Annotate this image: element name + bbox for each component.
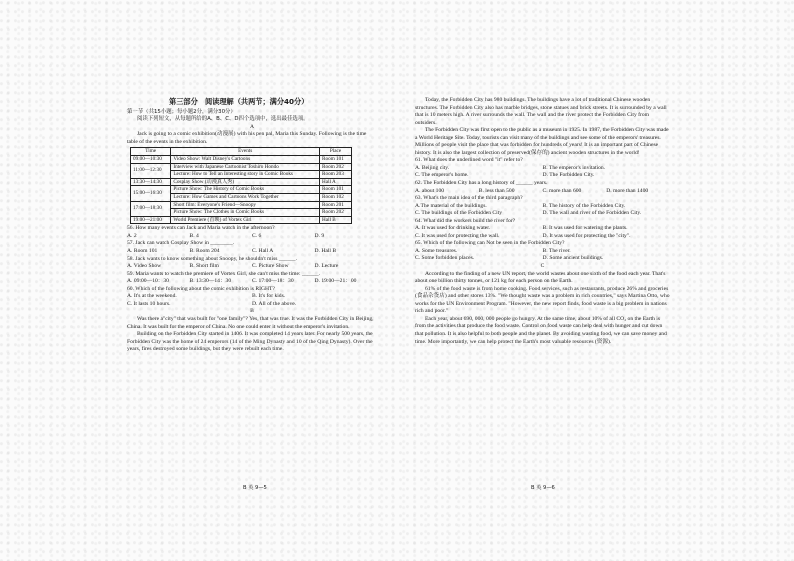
question-62: 62. The Forbidden City has a long history of ______ years. [415, 180, 548, 187]
event-cell: World Premiere (首映) of Vortex Girl [171, 216, 320, 224]
option[interactable]: A. Some treasures. [415, 247, 458, 254]
passage-c-p1: According to the finding of a new UN report, the world wastes about one sixth of the food each year. That's about one billion thirty tonnes, or 121 kg for each person on the Earth. [415, 270, 666, 285]
option[interactable]: D. Hall B [314, 248, 337, 255]
option[interactable]: C. 6 [252, 232, 262, 239]
option[interactable]: C. Picture Show [252, 263, 289, 270]
part-title: 第三部分 阅读理解（共两节；满分40分） [169, 97, 309, 106]
instructions: 阅读下列短文，从每题所给的A、B、C、D四个选项中，选出最佳选项。 [137, 116, 309, 123]
option[interactable]: B. The river. [542, 247, 571, 254]
option[interactable]: A. 2 [127, 232, 137, 239]
option[interactable]: D. Lecture [314, 263, 339, 270]
option[interactable]: D. All of the above. [252, 300, 297, 307]
passage-c-p3: Each year, about 690, 000, 000 people go hungry. At the same time, about 10% of all CO₂ on the Earth is from the activities that produce the food waste. Control on food waste can help deal with hunger and cut down that pollution. It is also helpful to both people and the planet. By avoiding wasting food, we can save money and time. More importantly, we can help protect the Earth's most valuable resources (资源). [415, 315, 667, 345]
option[interactable]: A. It was used for drinking water. [415, 225, 491, 232]
option[interactable]: C. It was used for protecting the wall. [415, 232, 500, 239]
question-65: 65. Which of the following can Not be seen in the Forbidden City? [415, 240, 565, 247]
question-64-options-row1 [415, 225, 670, 233]
event-cell: Lecture: How Games and Cartoons Work Together [171, 194, 320, 202]
option[interactable]: B. Short film [189, 263, 219, 270]
question-58: 58. Jack wants to know something about Snoopy, he shouldn't miss ______. [127, 255, 298, 262]
option[interactable]: D. 9 [314, 232, 325, 239]
option[interactable]: D. It was used for protecting the "city". [542, 232, 631, 239]
time-cell: 17:00—18:30 [131, 201, 171, 216]
question-63-options-row2 [415, 210, 670, 218]
event-cell: Short film: Everyone's Friend—Snoopy [171, 201, 320, 209]
option[interactable]: B. less than 500 [478, 187, 515, 194]
option[interactable]: A. Video Show [127, 263, 162, 270]
place-cell: Room 101 [320, 186, 352, 194]
question-63: 63. What's the main idea of the third paragraph? [415, 195, 523, 202]
question-57: 57. Jack can watch Cosplay Show in ________. [127, 240, 235, 247]
option[interactable]: C. Some forbidden places. [415, 255, 475, 262]
table-header-row [131, 148, 352, 156]
place-cell: Hall B [320, 216, 352, 224]
option[interactable]: A. about 100 [415, 187, 445, 194]
section-title: 第一节（共15小题；每小题2分，满分30分） [127, 109, 236, 115]
option[interactable]: A. 09:00—10：30 [127, 278, 169, 285]
time-cell: 13:30—14:30 [131, 178, 171, 186]
place-cell: Room 202 [320, 163, 352, 171]
option[interactable]: A. Room 101 [127, 248, 158, 255]
passage-c-p2: 61% of the food waste is from home cooking. Food services, such as restaurants, produce 26% and groceries (食品杂货店) and other stores 13%. "We thought waste was a problem in rich countries," says Martina Otto, who works for the UN Environment Program. "However, the new report finds, food waste is a big problem in nations rich and poor." [415, 285, 670, 315]
option[interactable]: D. 19:00—21：00 [314, 278, 357, 285]
time-cell: 09:00—10:30 [131, 156, 171, 164]
table-row [131, 178, 352, 186]
option[interactable]: D. Some ancient buildings. [542, 255, 604, 262]
place-cell: Room 201 [320, 201, 352, 209]
table-header-cell: Place [320, 148, 352, 156]
table-row [131, 216, 352, 224]
table-row [131, 186, 352, 194]
option[interactable]: A. It's at the weekend. [127, 293, 177, 300]
option[interactable]: B. 4 [189, 232, 199, 239]
question-59-options [127, 278, 377, 286]
passage-a-label: A [249, 123, 255, 130]
question-58-options [127, 263, 377, 271]
question-56-options [127, 233, 377, 241]
time-cell: 19:00—21:00 [131, 216, 171, 224]
option[interactable]: C. 17:00—18：30 [252, 278, 294, 285]
passage-a-intro: Jack is going to a comic exhibition(动漫展) with his pen pal, Maria this Sunday. Following is the time table of the events in the exhibition. [127, 131, 367, 145]
time-cell: 15:00—16:30 [131, 186, 171, 201]
option[interactable]: C. Hall A [252, 248, 274, 255]
question-64: 64. What did the workers build the river for? [415, 217, 516, 224]
place-cell: Room 101 [320, 156, 352, 164]
left-column [127, 97, 377, 354]
question-61-options-row1 [415, 165, 670, 173]
option[interactable]: B. It was used for watering the plants. [542, 225, 628, 232]
question-61: 61. What does the underlined word "it" refer to? [415, 157, 523, 164]
page-number-left: B 英 9—5 [243, 485, 267, 491]
passage-b-p1: Was there a"city" that was built for "one family"? Yes, that was true. It was the Forbidden City in Beijing, China. It was built for the emperor of China. No one could enter it without the emperor's invitation. [127, 315, 374, 330]
page-number-right: B 英 9—6 [531, 485, 555, 491]
events-table [130, 147, 352, 224]
question-57-options [127, 248, 377, 256]
option[interactable]: D. The Forbidden City. [542, 172, 595, 179]
option[interactable]: A.The material of the buildings. [415, 202, 487, 209]
table-row [131, 163, 352, 171]
option[interactable]: A. Beijing city. [415, 164, 450, 171]
table-row [131, 156, 352, 164]
passage-b-p3: Today, the Forbidden City has 980 buildings. The buildings have a lot of traditional Chinese wooden structures. The Forbidden City also has marble bridges, stone statues and brick streets. It is surrounded by a wall that is 10 meters high. A river surrounds the wall. The wall and the river protect the Forbidden City from outsiders. [415, 97, 667, 126]
right-column [415, 97, 670, 346]
option[interactable]: B. It's for kids. [252, 293, 286, 300]
event-cell: Lecture: How to Tell an Interesting story in Comic Books [171, 171, 320, 179]
event-cell: Video Show: Walt Disney's Cartoons [171, 156, 320, 164]
question-60-options-row2 [127, 301, 377, 309]
question-59: 59. Maria wants to watch the premiere of Vortex Girl, she can't miss the time: ______. [127, 270, 321, 277]
option[interactable]: B. Room 204 [189, 248, 220, 255]
event-cell: Picture Show: The History of Comic Books [171, 186, 320, 194]
passage-b-p4: The Forbidden City was first open to the public as a museum in 1925. In 1987, the Forbidden City was made a World Heritage Site. Today, tourists can visit many of the buildings and see some of the emperors' treasures. Millions of people visit the place that was forbidden for hundreds of years! It is an important part of Chinese history. It is also the largest collection of preserved(保存的) ancient wooden structures in the world! [415, 127, 669, 156]
question-56: 56. How many events can Jack and Maria watch in the afternoon? [127, 225, 275, 232]
option[interactable]: B. The emperor's invitation. [542, 164, 606, 171]
option[interactable]: C. The buildings of the Forbidden City [415, 210, 503, 217]
table-header-cell: Events [171, 148, 320, 156]
option[interactable]: B. 13:30—14：30 [189, 278, 232, 285]
table-row [131, 201, 352, 209]
question-61-options-row2 [415, 172, 670, 180]
option[interactable]: C. more than 600 [542, 187, 582, 194]
question-65-options-row2 [415, 255, 670, 263]
table-header-cell: Time [131, 148, 171, 156]
place-cell: Room 202 [320, 209, 352, 217]
event-cell: Interview with Japanese Cartoonist Toshiro Hondo [171, 163, 320, 171]
event-cell: Cosplay Show (动漫真人秀) [171, 178, 320, 186]
time-cell: 11:00—12:30 [131, 163, 171, 178]
event-cell: Picture Show: The Clothes in Comic Books [171, 209, 320, 217]
place-cell: Room 203 [320, 171, 352, 179]
place-cell: Room 102 [320, 194, 352, 202]
option[interactable]: C. The emperor's home. [415, 172, 469, 179]
option[interactable]: C. It lasts 10 hours. [127, 300, 171, 307]
option[interactable]: D. more than 1400 [606, 187, 649, 194]
passage-b-p2: Building on the Forbidden City started in 1406. It was completed 14 years later. For nearly 500 years, the Forbidden City was the home of 24 emperors (14 of the Ming Dynasty and 10 of the Qing Dynasty). Over the years, fires destroyed some buildings, but they were rebuilt each time. [127, 331, 373, 353]
place-cell: Hall A [320, 178, 352, 186]
question-60-options-row1 [127, 293, 377, 301]
option[interactable]: D. The wall and river of the Forbidden City. [542, 210, 642, 217]
passage-b-label: B [250, 308, 254, 315]
passage-c-label: C [540, 263, 545, 270]
question-60: 60. Which of the following about the comic exhibition is RIGHT? [127, 285, 275, 292]
question-62-options [415, 188, 670, 196]
option[interactable]: B. The history of the Forbidden City. [542, 202, 626, 209]
